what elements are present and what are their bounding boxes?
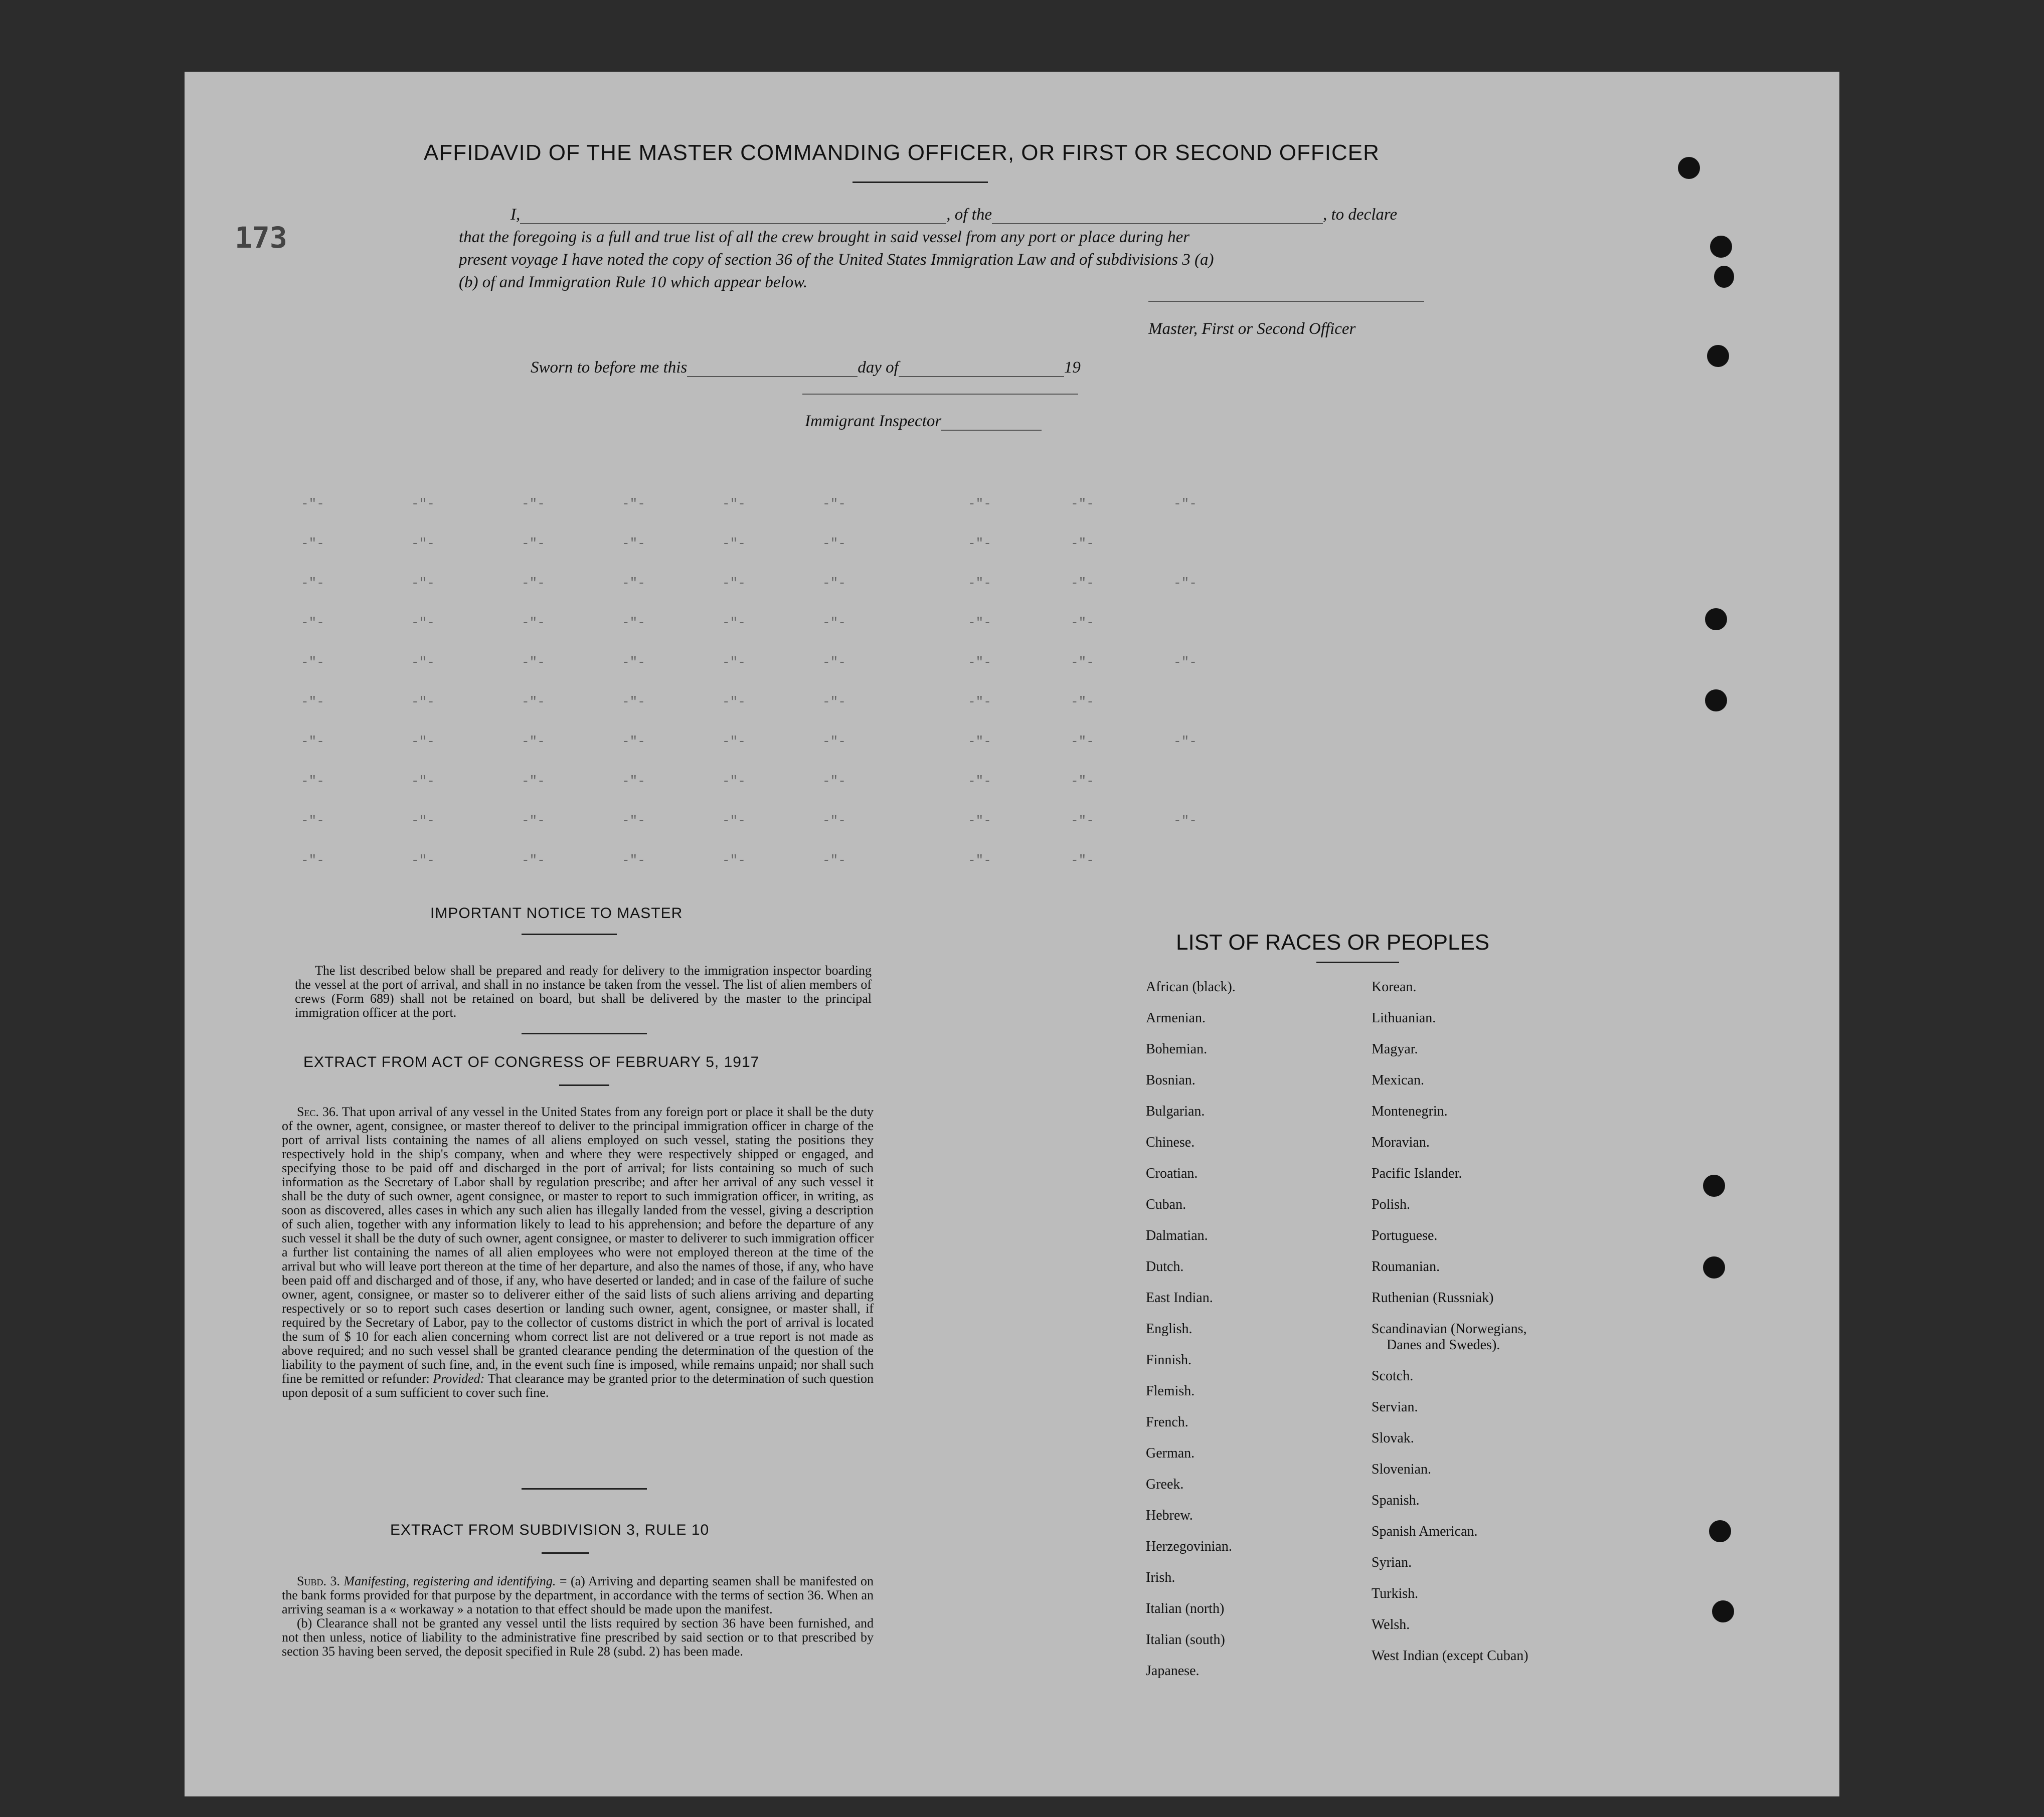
ditto-mark: -"-: [622, 813, 645, 828]
ditto-mark: -"-: [1173, 813, 1197, 828]
ditto-mark: -"-: [1071, 615, 1094, 630]
ditto-mark: -"-: [822, 734, 846, 749]
race-item: Japanese.: [1146, 1663, 1200, 1679]
binder-hole: [1703, 1256, 1725, 1279]
race-item: Danes and Swedes).: [1387, 1337, 1500, 1353]
ditto-mark: -"-: [722, 694, 746, 709]
notice-heading: IMPORTANT NOTICE TO MASTER: [430, 905, 683, 922]
race-item: English.: [1146, 1321, 1193, 1337]
ditto-mark: -"-: [301, 655, 324, 670]
ditto-mark: -"-: [1071, 655, 1094, 670]
binder-hole: [1714, 266, 1734, 288]
ditto-mark: -"-: [301, 615, 324, 630]
race-item: East Indian.: [1146, 1290, 1213, 1306]
ditto-mark: -"-: [411, 694, 435, 709]
race-item: Moravian.: [1372, 1135, 1430, 1150]
race-item: Italian (north): [1146, 1601, 1225, 1616]
notice-rule: [522, 934, 617, 935]
ditto-mark: -"-: [968, 853, 991, 868]
ditto-mark: -"-: [1071, 576, 1094, 591]
ditto-mark: -"-: [622, 615, 645, 630]
ditto-mark: -"-: [622, 496, 645, 511]
act-rule: [559, 1084, 609, 1086]
race-item: French.: [1146, 1414, 1188, 1430]
sworn-line: Sworn to before me this day of 19: [531, 358, 1081, 377]
ditto-mark: -"-: [822, 576, 846, 591]
act-text: Sec. 36. That upon arrival of any vessel in the United States from any foreign port or place it shall be the duty of the owner, agent, consignee, or master thereof to deliver to the principal immigration officer in charge of the port of arrival lists containing the names of all aliens employed on such vessel, stating the positions they respectively hold in the ship's company, when and where they were respectively shipped or engaged, and specifying those to be paid off and discharged in the port of arrival; for lists containing so much of such information as the Secretary of Labor shall by regulation prescribe; and after her arrival of any such vessel it shall be the duty of such owner, agent consignee, or master to report to such immigration officer, in writing, as soon as discovered, alles cases in which any such alien has illegally landed from the vessel, giving a description of such alien, together with any information likely to lead to his apprehension; and before the departure of any such vessel it shall be the duty of such owner, agent consignee, or master to deliverer to such immigration officer a further list containing the names of all alien employees who were not employed thereon at the time of the arrival but who will leave port thereon at the time of her departure, and also the names of those, if any, who have been paid off and discharged and of those, if any, who have deserted or landed; and in case of the failure of suche owner, agent, consignee, or master so to deliverer either of the said lists of such aliens arriving and departing respectively or so to report such cases desertion or landing such owner, agent, consignee, or master shall, if required by the Secretary of Labor, pay to the collector of customs district in which the port of arrival is located the sum of $ 10 for each alien concerning whom correct list are not delivered or a true report is not made as above required; and no such vessel shall be granted clearance pending the determination of the question of the liability to the payment of such fine, and, in the event such fine is imposed, while remains unpaid; nor shall such fine be remitted or refunder: Provided: That clearance may be granted prior to the determination of such question upon deposit of a sum sufficient to cover such fine.: [282, 1105, 874, 1400]
ditto-mark: -"-: [1071, 853, 1094, 868]
ditto-mark: -"-: [622, 576, 645, 591]
ditto-mark: -"-: [522, 694, 545, 709]
ditto-mark: -"-: [968, 734, 991, 749]
ditto-mark: -"-: [411, 615, 435, 630]
race-item: Finnish.: [1146, 1352, 1192, 1368]
ditto-mark: -"-: [522, 496, 545, 511]
ditto-mark: -"-: [522, 615, 545, 630]
page-number: 173: [235, 221, 287, 255]
race-item: Herzegovinian.: [1146, 1539, 1232, 1554]
inspector-caption: Immigrant Inspector: [805, 412, 1042, 431]
ditto-mark: -"-: [411, 774, 435, 789]
ditto-mark: -"-: [411, 853, 435, 868]
race-item: Scotch.: [1372, 1368, 1414, 1384]
ditto-mark: -"-: [301, 536, 324, 551]
binder-hole: [1712, 1600, 1734, 1622]
binder-hole: [1705, 608, 1727, 630]
race-item: Montenegrin.: [1372, 1104, 1448, 1119]
race-item: Armenian.: [1146, 1010, 1206, 1026]
ditto-mark: -"-: [301, 774, 324, 789]
ditto-mark: -"-: [822, 615, 846, 630]
ditto-mark: -"-: [968, 774, 991, 789]
race-item: Portuguese.: [1372, 1228, 1438, 1243]
races-rule: [1316, 962, 1399, 963]
ditto-mark: -"-: [522, 576, 545, 591]
notice-text: The list described below shall be prepared and ready for delivery to the immigration inspector boarding the vessel at the port of arrival, and shall in no instance be taken from the vessel. The list of alien members of crews (Form 689) shall not be retained on board, but shall be delivered by the master to the principal immigration officer at the port.: [295, 963, 872, 1020]
race-item: Scandinavian (Norwegians,: [1372, 1321, 1527, 1337]
race-item: Flemish.: [1146, 1383, 1195, 1399]
ditto-mark: -"-: [411, 655, 435, 670]
ditto-mark: -"-: [522, 853, 545, 868]
ditto-mark: -"-: [822, 536, 846, 551]
race-item: Roumanian.: [1372, 1259, 1440, 1275]
ditto-mark: -"-: [301, 694, 324, 709]
race-item: Polish.: [1372, 1197, 1411, 1212]
race-item: Spanish.: [1372, 1493, 1420, 1508]
ditto-mark: -"-: [722, 536, 746, 551]
race-item: Pacific Islander.: [1372, 1166, 1462, 1181]
ditto-mark: -"-: [1173, 576, 1197, 591]
ditto-mark: -"-: [301, 853, 324, 868]
ditto-mark: -"-: [968, 694, 991, 709]
signature-line: [1148, 301, 1424, 302]
race-item: Cuban.: [1146, 1197, 1186, 1212]
ditto-mark: -"-: [411, 496, 435, 511]
ditto-mark: -"-: [968, 615, 991, 630]
affidavit-line2: that the foregoing is a full and true list of all the crew brought in said vessel from any port or place during her: [459, 228, 1190, 246]
binder-hole: [1710, 236, 1732, 258]
ditto-mark: -"-: [1173, 734, 1197, 749]
act-end-rule: [522, 1488, 647, 1490]
race-item: Mexican.: [1372, 1072, 1424, 1088]
ditto-mark: -"-: [522, 734, 545, 749]
ditto-mark: -"-: [1071, 694, 1094, 709]
race-item: Hebrew.: [1146, 1508, 1193, 1523]
race-item: Turkish.: [1372, 1586, 1419, 1601]
ditto-mark: -"-: [722, 853, 746, 868]
race-item: German.: [1146, 1445, 1195, 1461]
ditto-mark: -"-: [722, 813, 746, 828]
ditto-mark: -"-: [301, 734, 324, 749]
race-item: Slovak.: [1372, 1430, 1414, 1446]
ditto-mark: -"-: [968, 576, 991, 591]
inspector-line: [802, 394, 1078, 395]
ditto-mark: -"-: [1173, 496, 1197, 511]
race-item: Ruthenian (Russniak): [1372, 1290, 1494, 1306]
affidavit-line4: (b) of and Immigration Rule 10 which appear below.: [459, 273, 808, 291]
ditto-mark: -"-: [622, 694, 645, 709]
ditto-mark: -"-: [822, 813, 846, 828]
ditto-mark: -"-: [968, 813, 991, 828]
affidavit-line1: I, , of the , to declare: [510, 206, 1398, 224]
ditto-mark: -"-: [1071, 734, 1094, 749]
affidavit-title: AFFIDAVID OF THE MASTER COMMANDING OFFICER, OR FIRST OR SECOND OFFICER: [424, 140, 1380, 165]
ditto-mark: -"-: [1071, 536, 1094, 551]
affidavit-line3: present voyage I have noted the copy of section 36 of the United States Immigration Law and of subdivisions 3 (a): [459, 251, 1214, 269]
ditto-mark: -"-: [722, 655, 746, 670]
ditto-mark: -"-: [622, 853, 645, 868]
ditto-mark: -"-: [522, 536, 545, 551]
race-item: Magyar.: [1372, 1041, 1418, 1057]
act-heading: EXTRACT FROM ACT OF CONGRESS OF FEBRUARY 5, 1917: [303, 1054, 760, 1070]
race-item: West Indian (except Cuban): [1372, 1648, 1528, 1664]
signature-caption: Master, First or Second Officer: [1148, 320, 1356, 338]
race-item: Spanish American.: [1372, 1524, 1478, 1539]
ditto-mark: -"-: [722, 496, 746, 511]
ditto-mark: -"-: [622, 734, 645, 749]
binder-hole: [1707, 345, 1729, 367]
race-item: Chinese.: [1146, 1135, 1195, 1150]
race-item: Irish.: [1146, 1570, 1175, 1585]
ditto-mark: -"-: [1071, 813, 1094, 828]
ditto-mark: -"-: [622, 655, 645, 670]
ditto-mark: -"-: [1071, 496, 1094, 511]
rule-heading: EXTRACT FROM SUBDIVISION 3, RULE 10: [390, 1522, 710, 1538]
rule-text: Subd. 3. Manifesting, registering and identifying. = (a) Arriving and departing seamen shall be manifested on the bank forms provided for that purpose by the department, in accordance with the terms of section 36. When an arriving seaman is a « workaway » a notation to that effect should be made upon the manifest. (b) Clearance shall not be granted any vessel until the lists required by section 36 have been furnished, and not then unless, notice of liability to the administrative fine prescribed by said section or to that prescribed by section 35 having been served, the deposit specified in Rule 28 (subd. 2) has been made.: [282, 1574, 874, 1659]
ditto-mark: -"-: [411, 734, 435, 749]
ditto-mark: -"-: [822, 655, 846, 670]
race-item: Servian.: [1372, 1399, 1418, 1415]
ditto-mark: -"-: [522, 813, 545, 828]
ditto-mark: -"-: [968, 536, 991, 551]
ditto-mark: -"-: [411, 576, 435, 591]
race-item: Bulgarian.: [1146, 1104, 1205, 1119]
race-item: Dalmatian.: [1146, 1228, 1208, 1243]
binder-hole: [1705, 689, 1727, 711]
title-rule: [853, 181, 988, 183]
ditto-mark: -"-: [522, 655, 545, 670]
ditto-mark: -"-: [1173, 655, 1197, 670]
race-item: Croatian.: [1146, 1166, 1198, 1181]
race-item: Bosnian.: [1146, 1072, 1196, 1088]
ditto-mark: -"-: [622, 536, 645, 551]
race-item: Slovenian.: [1372, 1462, 1431, 1477]
ditto-mark: -"-: [722, 615, 746, 630]
race-item: Greek.: [1146, 1477, 1184, 1492]
race-item: African (black).: [1146, 979, 1236, 995]
ditto-mark: -"-: [822, 853, 846, 868]
race-item: Bohemian.: [1146, 1041, 1208, 1057]
ditto-mark: -"-: [522, 774, 545, 789]
notice-end-rule: [522, 1033, 647, 1034]
race-item: Korean.: [1372, 979, 1417, 995]
race-item: Welsh.: [1372, 1617, 1410, 1632]
ditto-mark: -"-: [722, 734, 746, 749]
ditto-mark: -"-: [411, 813, 435, 828]
binder-hole: [1678, 157, 1700, 179]
race-item: Syrian.: [1372, 1555, 1412, 1570]
race-item: Lithuanian.: [1372, 1010, 1436, 1026]
ditto-mark: -"-: [722, 774, 746, 789]
ditto-mark: -"-: [822, 694, 846, 709]
rule-rule: [542, 1552, 589, 1554]
race-item: Dutch.: [1146, 1259, 1184, 1275]
ditto-mark: -"-: [822, 496, 846, 511]
ditto-mark: -"-: [722, 576, 746, 591]
ditto-mark: -"-: [968, 655, 991, 670]
races-heading: LIST OF RACES OR PEOPLES: [1176, 930, 1490, 955]
race-item: Italian (south): [1146, 1632, 1225, 1648]
ditto-mark: -"-: [301, 496, 324, 511]
binder-hole: [1703, 1175, 1725, 1197]
ditto-mark: -"-: [968, 496, 991, 511]
ditto-mark: -"-: [622, 774, 645, 789]
ditto-mark: -"-: [1071, 774, 1094, 789]
ditto-mark: -"-: [822, 774, 846, 789]
binder-hole: [1709, 1520, 1731, 1542]
ditto-mark: -"-: [411, 536, 435, 551]
ditto-mark: -"-: [301, 576, 324, 591]
ditto-mark: -"-: [301, 813, 324, 828]
